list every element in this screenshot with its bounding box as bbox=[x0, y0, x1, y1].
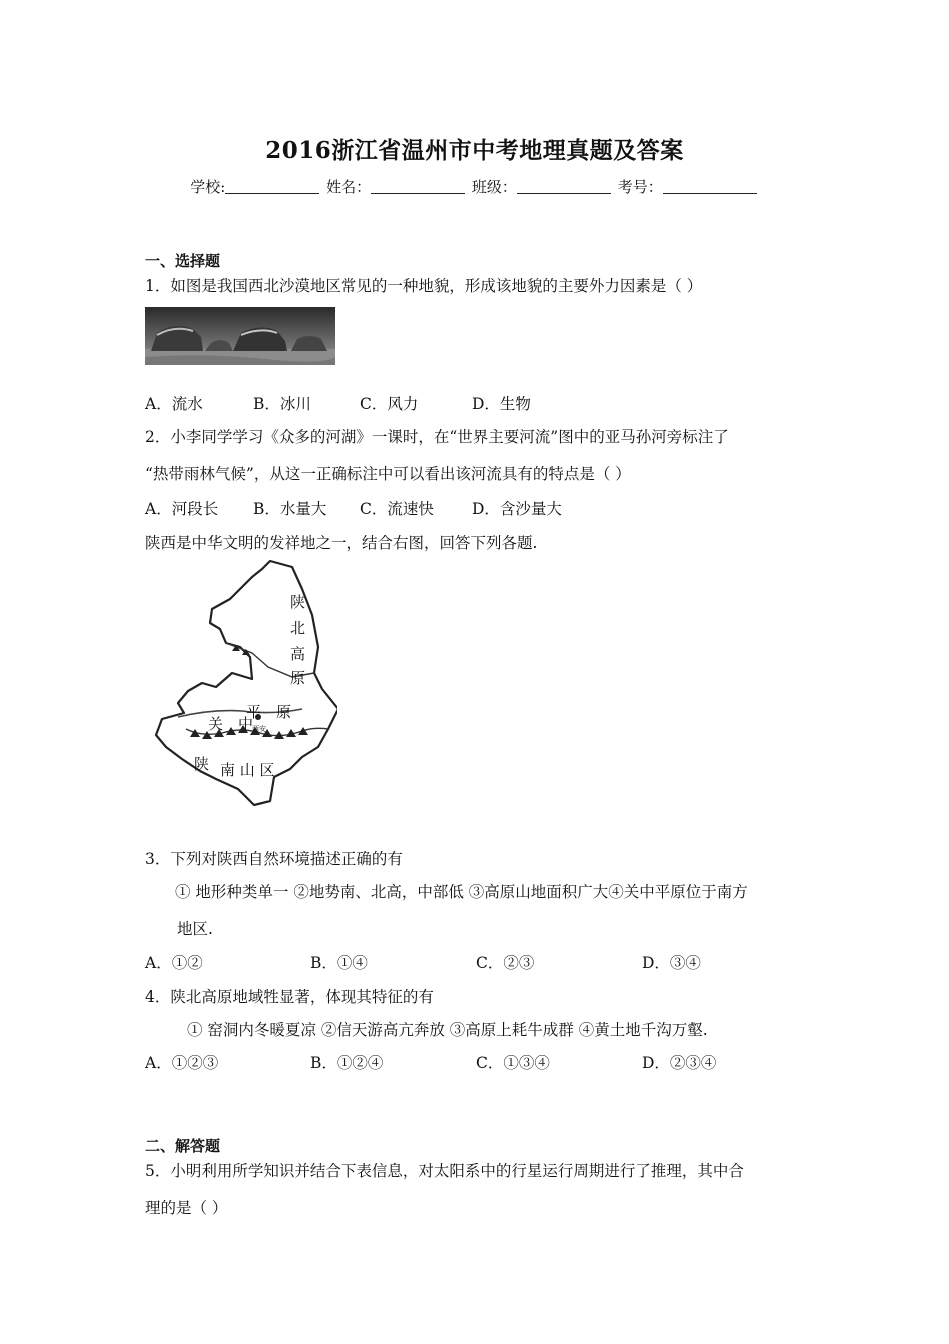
q2-text-line1: 2．小李同学学习《众多的河湖》一课时，在“世界主要河流”图中的亚马孙河旁标注了 bbox=[145, 428, 729, 446]
q1-option-a: A．流水 bbox=[145, 395, 203, 413]
map-label-bei: 北 bbox=[290, 619, 306, 637]
map-label-shaan-south: 陕 bbox=[194, 755, 210, 773]
desert-landform-photo bbox=[145, 307, 335, 365]
info-number-label: 考号： bbox=[617, 178, 663, 196]
q3-option-d: D．③④ bbox=[642, 954, 701, 972]
q3-statements-line1: ① 地形种类单一 ②地势南、北高，中部低 ③高原山地面积广大④关中平原位于南方 bbox=[175, 883, 748, 901]
q2-option-c: C．流速快 bbox=[360, 500, 434, 518]
shaanxi-map bbox=[142, 559, 337, 811]
q3-text: 3．下列对陕西自然环境描述正确的有 bbox=[145, 850, 403, 868]
q4-statements: ① 窑洞内冬暖夏凉 ②信天游高亢奔放 ③高原上耗牛成群 ④黄土地千沟万壑. bbox=[187, 1021, 708, 1039]
info-school-blank bbox=[225, 179, 319, 194]
page-title: 2016浙江省温州市中考地理真题及答案 bbox=[265, 137, 684, 164]
shaanxi-intro: 陕西是中华文明的发祥地之一，结合右图，回答下列各题. bbox=[145, 534, 538, 552]
q4-option-c: C．①③④ bbox=[476, 1054, 550, 1072]
q3-statements-line2: 地区. bbox=[177, 920, 213, 938]
q3-option-b: B．①④ bbox=[310, 954, 368, 972]
info-school-label: 学校: bbox=[190, 178, 226, 196]
section-answer-heading: 二、解答题 bbox=[145, 1137, 221, 1155]
student-info-line bbox=[0, 176, 949, 197]
q1-option-b: B．冰川 bbox=[253, 395, 311, 413]
q1-text: 1．如图是我国西北沙漠地区常见的一种地貌，形成该地貌的主要外力因素是（ ） bbox=[145, 277, 703, 295]
map-label-pingyuan: 平 原 bbox=[246, 703, 292, 721]
q1-option-d: D．生物 bbox=[472, 395, 531, 413]
q4-option-d: D．②③④ bbox=[642, 1054, 717, 1072]
q5-text-line2: 理的是（ ） bbox=[145, 1199, 228, 1217]
map-label-south-mountain: 南 山 区 bbox=[220, 761, 275, 779]
info-class-label: 班级： bbox=[471, 178, 517, 196]
info-class-blank bbox=[517, 179, 611, 194]
q5-text-line1: 5．小明利用所学知识并结合下表信息，对太阳系中的行星运行周期进行了推理，其中合 bbox=[145, 1162, 744, 1180]
info-name-label: 姓名： bbox=[326, 178, 372, 196]
info-name-blank bbox=[371, 179, 465, 194]
q2-text-line2: “热带雨林气候”，从这一正确标注中可以看出该河流具有的特点是（ ） bbox=[145, 465, 631, 483]
q2-option-a: A．河段长 bbox=[145, 500, 219, 518]
map-label-guanzhong: 关 中 bbox=[208, 715, 254, 733]
info-number-blank bbox=[663, 179, 757, 194]
section-choice-heading: 一、选择题 bbox=[145, 252, 221, 270]
q4-text: 4．陕北高原地域牲显著，体现其特征的有 bbox=[145, 988, 434, 1006]
map-label-gao: 高 bbox=[290, 645, 306, 663]
map-label-yuan: 原 bbox=[290, 669, 306, 687]
map-label-shaan: 陕 bbox=[290, 593, 306, 611]
q1-option-c: C．风力 bbox=[360, 395, 419, 413]
q4-option-a: A．①②③ bbox=[145, 1054, 219, 1072]
q3-option-c: C．②③ bbox=[476, 954, 535, 972]
q3-option-a: A．①② bbox=[145, 954, 203, 972]
q4-option-b: B．①②④ bbox=[310, 1054, 384, 1072]
map-label-xian: 西安 bbox=[252, 725, 266, 733]
q2-option-d: D．含沙量大 bbox=[472, 500, 562, 518]
q2-option-b: B．水量大 bbox=[253, 500, 327, 518]
